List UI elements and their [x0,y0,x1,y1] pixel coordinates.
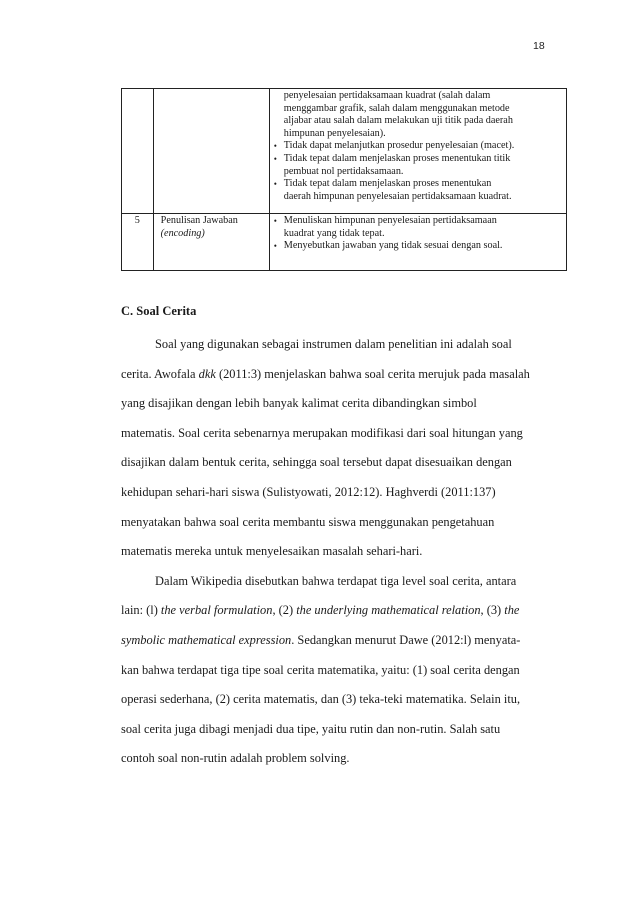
table-row [122,89,567,214]
bullet-icon: • [273,141,277,152]
list-item [274,166,562,179]
bullet-icon: • [273,153,277,164]
list-item-text: Tidak tepat dalam menjelaskan proses menentukan [283,178,492,190]
page-number: 18 [533,40,545,52]
description-cell [269,214,566,271]
list-item-text: kuadrat yang tidak tepat. [283,227,385,239]
text-line: matematis. Soal cerita sebenarnya merupakan modifikasi dari soal hitungan yang [121,425,523,440]
row-number-cell [122,89,154,214]
list-item [274,178,562,191]
bullet-icon: • [273,241,277,252]
description-list [270,89,566,205]
list-item-text: Menyebutkan jawaban yang tidak sesuai dengan soal. [283,240,503,252]
text-line: yang disajikan dengan lebih banyak kalimat cerita dibandingkan simbol [121,396,477,411]
text-line: kan bahwa terdapat tiga tipe soal cerita matematika, yaitu: (1) soal cerita dengan [121,662,520,677]
section-title: C. Soal Cerita [121,304,197,318]
list-item-text: pembuat nol pertidaksamaan. [283,165,404,177]
list-item-text: penyelesaian pertidaksamaan kuadrat (salah dalam [283,90,491,101]
description-cell [269,89,566,214]
description-list [270,214,566,255]
text-line: soal cerita juga dibagi menjadi dua tipe, yaitu rutin dan non-rutin. Salah satu [121,721,501,736]
list-item-text: Tidak dapat melanjutkan prosedur penyelesaian (macet). [283,140,515,152]
list-item-text: aljabar atau salah dalam melakukan uji titik pada daerah [283,115,513,127]
paragraph: Soal yang digunakan sebagai instrumen dalam penelitian ini adalah soal cerita. Awofala dkk (2011:3) menjelaskan bahwa soal cerita merujuk pada masalah yang disajikan dengan lebih banyak kalimat cerita dibandingkan simbol matematis. Soal cerita sebenarnya merupakan modifikasi dari soal hitungan yang disajikan dalam bentuk cerita, sehingga soal tersebut dapat disesuaikan dengan kehidupan sehari-hari siswa (Sulistyowati, 2012:12). Haghverdi (2011:137) menyatakan bahwa soal cerita membantu siswa menggunakan pengetahuan matematis mereka untuk menyelesaikan masalah sehari-hari. [121,337,530,559]
table-row [122,214,567,271]
list-item [274,103,562,116]
list-item [274,128,562,141]
text-line: Dalam Wikipedia disebutkan bahwa terdapat tiga level soal cerita, antara [155,573,517,588]
list-item-text: himpunan penyelesaian). [283,127,386,139]
list-item [274,240,562,253]
list-item [274,90,562,103]
text-line: matematis mereka untuk menyelesaikan masalah sehari-hari. [121,544,423,559]
text-line: operasi sederhana, (2) cerita matematis, dan (3) teka-teki matematika. Selain itu, [121,692,521,707]
body-text [121,330,541,774]
list-item-text: Tidak tepat dalam menjelaskan proses menentukan titik [283,152,511,164]
list-item-text: daerah himpunan penyelesaian pertidaksamaan kuadrat. [283,190,512,202]
criteria-table [121,88,567,271]
list-item-text: Menuliskan himpunan penyelesaian pertidaksamaan [283,215,497,226]
list-item [274,228,562,241]
list-item [274,115,562,128]
list-item [274,215,562,228]
bullet-icon: • [273,216,277,226]
aspect-cell [153,89,269,214]
text-line: disajikan dalam bentuk cerita, sehingga soal tersebut dapat disesuaikan dengan [121,455,512,470]
list-item [274,153,562,166]
row-number-cell: 5 [122,214,154,271]
list-item [274,191,562,204]
bullet-icon: • [273,179,277,190]
list-item-text: menggambar grafik, salah dalam menggunakan metode [283,102,510,114]
list-item [274,140,562,153]
paragraph: Dalam Wikipedia disebutkan bahwa terdapat tiga level soal cerita, antara lain: (l) the verbal formulation, (2) the underlying mathematical relation, (3) the symbolic mathematical expression. Sedangkan menurut Dawe (2012:l) menyata- kan bahwa terdapat tiga tipe soal cerita matematika, yaitu: (1) soal cerita dengan operasi sederhana, (2) cerita matematis, dan (3) teka-teki matematika. Selain itu, soal cerita juga dibagi menjadi dua tipe, yaitu rutin dan non-rutin. Salah satu contoh soal non-rutin adalah problem solving. [121,573,521,766]
text-line: Soal yang digunakan sebagai instrumen dalam penelitian ini adalah soal [155,337,512,351]
text-line: menyatakan bahwa soal cerita membantu siswa menggunakan pengetahuan [121,514,495,529]
text-line: kehidupan sehari-hari siswa (Sulistyowati, 2012:12). Haghverdi (2011:137) [121,484,496,499]
aspect-cell [153,214,269,271]
aspect-label: Penulisan Jawaban [160,215,238,226]
text-line: contoh soal non-rutin adalah problem solving. [121,751,350,766]
aspect-sublabel: (encoding) [160,227,205,239]
